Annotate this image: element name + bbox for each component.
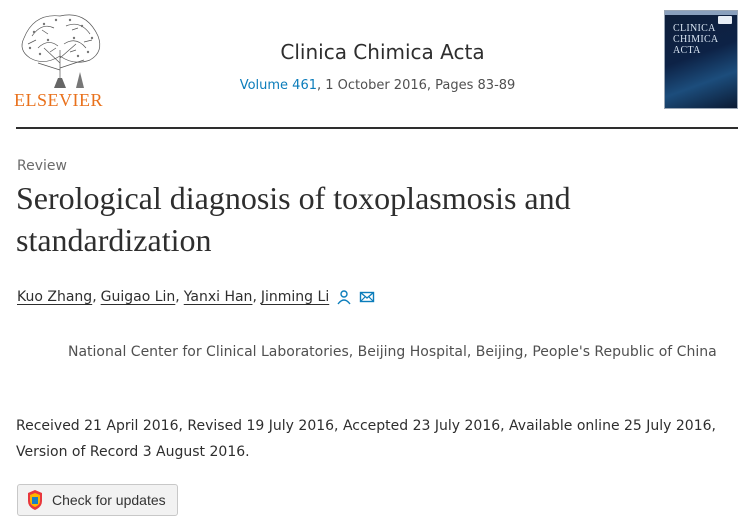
- publication-history: Received 21 April 2016, Revised 19 July 2016, Accepted 23 July 2016, Available online 25 July 2016, Version of Record 3 August 2016.: [16, 418, 716, 460]
- author-link[interactable]: Guigao Lin: [100, 289, 176, 305]
- envelope-icon[interactable]: [359, 289, 375, 305]
- article-title: Serological diagnosis of toxoplasmosis and standardization: [16, 180, 571, 258]
- issue-details: , 1 October 2016, Pages 83-89: [316, 78, 516, 93]
- cover-band: [665, 11, 737, 15]
- journal-issue-info: [0, 78, 755, 93]
- elsevier-wordmark: ELSEVIER: [14, 90, 103, 110]
- journal-title-block: [0, 40, 755, 64]
- author-separator: ,: [252, 289, 257, 305]
- author-link[interactable]: Yanxi Han: [183, 289, 253, 305]
- cover-badge: [718, 16, 732, 24]
- cover-title: [673, 23, 718, 56]
- check-for-updates-button[interactable]: [17, 484, 178, 516]
- author-list: [17, 289, 375, 305]
- cover-line-3: ACTA: [673, 45, 701, 56]
- author-separator: ,: [175, 289, 180, 305]
- cover-line-2: CHIMICA: [673, 34, 719, 45]
- journal-cover-image[interactable]: [664, 10, 738, 109]
- crossmark-icon: [26, 489, 44, 511]
- volume-link[interactable]: Volume 461: [239, 78, 317, 93]
- check-for-updates-label: Check for updates: [52, 492, 166, 508]
- cover-line-1: CLINICA: [673, 23, 716, 34]
- header-divider: [16, 127, 738, 129]
- article-type: Review: [17, 158, 67, 174]
- author-link[interactable]: Jinming Li: [260, 289, 330, 305]
- author-link[interactable]: Kuo Zhang: [17, 289, 93, 305]
- journal-title[interactable]: Clinica Chimica Acta: [280, 40, 485, 64]
- author-affiliation: National Center for Clinical Laboratories, Beijing Hospital, Beijing, People's Republic of China: [68, 344, 717, 360]
- author-separator: ,: [92, 289, 97, 305]
- article-header: [0, 0, 755, 128]
- person-icon[interactable]: [336, 289, 352, 305]
